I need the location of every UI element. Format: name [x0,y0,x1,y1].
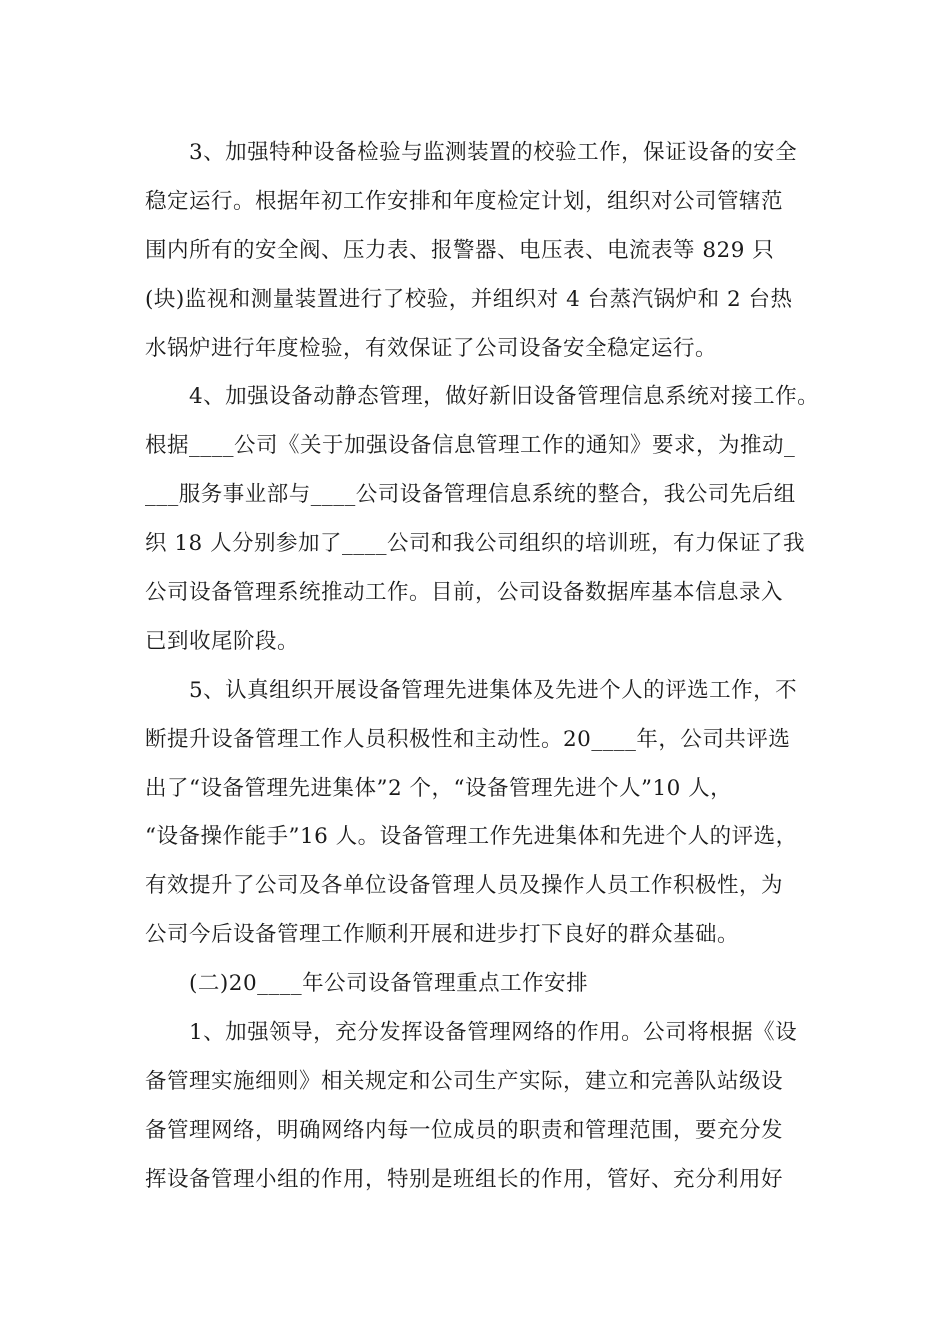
paragraph-3-line-3: 围内所有的安全阀、压力表、报警器、电压表、电流表等 829 只 [145,237,775,263]
paragraph-1-line-3: 备管理网络，明确网络内每一位成员的职责和管理范围，要充分发 [145,1117,784,1143]
paragraph-4-line-6: 已到收尾阶段。 [145,628,300,654]
paragraph-3-line-1: 3、加强特种设备检验与监测装置的校验工作，保证设备的安全 [189,140,798,165]
paragraph-5-line-6: 公司今后设备管理工作顺利开展和进步打下良好的群众基础。 [145,922,740,948]
paragraph-1-line-2: 备管理实施细则》相关规定和公司生产实际，建立和完善队站级设 [145,1068,784,1094]
paragraph-4-line-2: 根据____公司《关于加强设备信息管理工作的通知》要求，为推动_ [145,433,796,459]
paragraph-3-line-5: 水锅炉进行年度检验，有效保证了公司设备安全稳定运行。 [145,335,718,361]
paragraph-1-line-1: 1、加强领导，充分发挥设备管理网络的作用。公司将根据《设 [189,1020,798,1046]
document-body [145,133,825,1209]
paragraph-4-line-4: 织 18 人分别参加了____公司和我公司组织的培训班，有力保证了我 [145,531,806,557]
paragraph-4-line-5: 公司设备管理系统推动工作。目前，公司设备数据库基本信息录入 [145,580,784,606]
paragraph-1-line-4: 挥设备管理小组的作用，特别是班组长的作用，管好、充分利用好 [145,1166,784,1192]
paragraph-3-line-2: 稳定运行。根据年初工作安排和年度检定计划，组织对公司管辖范 [145,188,784,214]
paragraph-4-line-1: 4、加强设备动静态管理，做好新旧设备管理信息系统对接工作。 [189,384,820,410]
section-heading: (二)20____年公司设备管理重点工作安排 [189,971,589,997]
paragraph-4-line-3: ___服务事业部与____公司设备管理信息系统的整合，我公司先后组 [145,482,796,508]
paragraph-5-line-5: 有效提升了公司及各单位设备管理人员及操作人员工作积极性，为 [145,873,784,899]
paragraph-5-line-4: “设备操作能手”16 人。设备管理工作先进集体和先进个人的评选， [145,824,798,850]
paragraph-3-line-4: (块)监视和测量装置进行了校验，并组织对 4 台蒸汽锅炉和 2 台热 [145,286,793,312]
paragraph-5-line-1: 5、认真组织开展设备管理先进集体及先进个人的评选工作，不 [189,677,798,703]
paragraph-5-line-3: 出了“设备管理先进集体”2 个，“设备管理先进个人”10 人， [145,775,733,801]
paragraph-5-line-2: 断提升设备管理工作人员积极性和主动性。20____年，公司共评选 [145,726,791,752]
